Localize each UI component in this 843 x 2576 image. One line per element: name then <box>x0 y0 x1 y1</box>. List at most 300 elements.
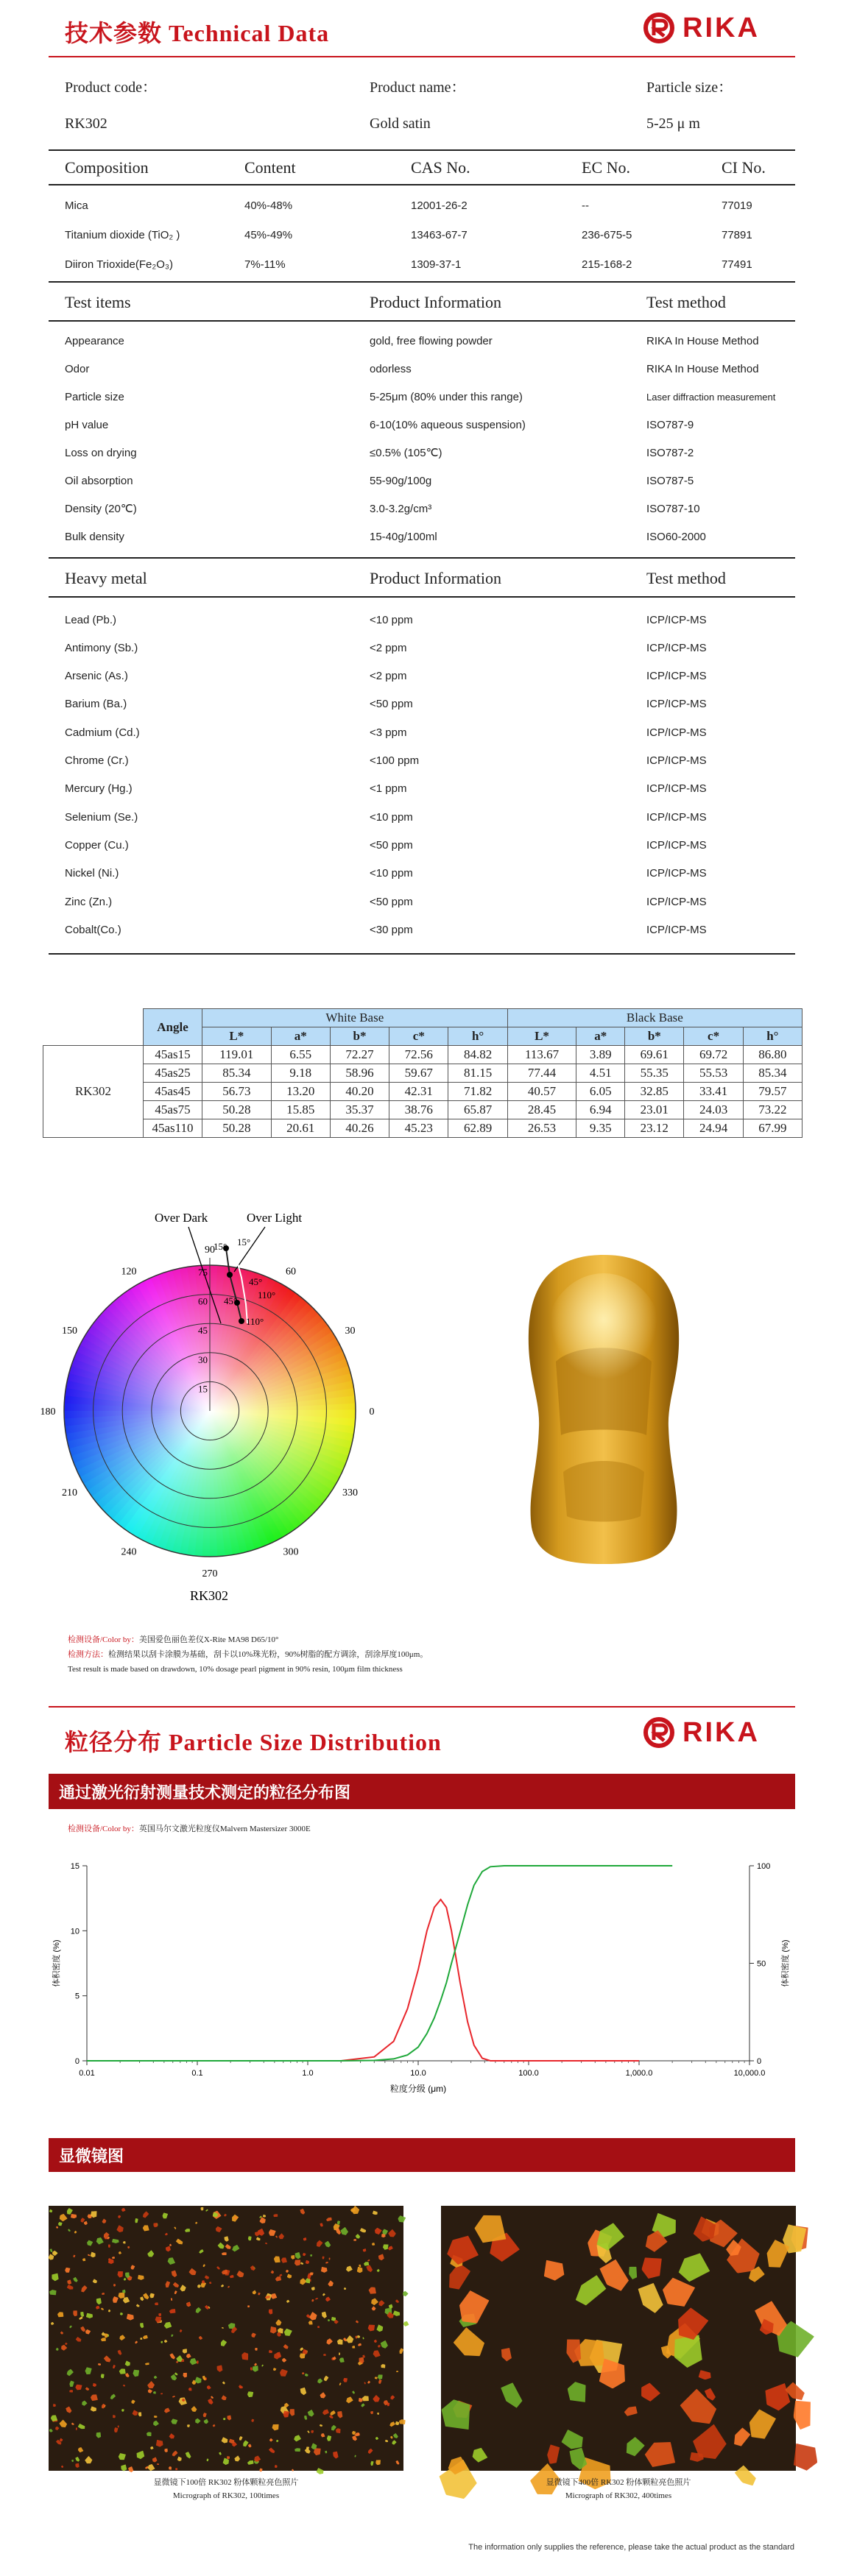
pigment-flake <box>289 2408 295 2416</box>
pigment-flake <box>188 2268 197 2276</box>
pigment-flake <box>217 2242 225 2250</box>
tests-header <box>65 291 794 314</box>
pigment-flake <box>567 2381 587 2404</box>
pigment-flake <box>98 2363 102 2366</box>
column-header: Test method <box>646 569 726 587</box>
pigment-flake <box>65 2406 73 2414</box>
brand-name: RIKA <box>682 1716 760 1748</box>
pigment-flake <box>219 2339 227 2347</box>
polar-angle-label: 60 <box>286 1266 296 1278</box>
pigment-flake <box>183 2372 188 2378</box>
pigment-flake <box>220 2395 227 2402</box>
lab-cell: 45as45 <box>144 1083 202 1101</box>
pigment-flake <box>355 2455 357 2457</box>
pigment-flake <box>171 2418 178 2425</box>
pigment-flake <box>278 2233 285 2240</box>
pigment-flake <box>385 2440 389 2443</box>
pigment-flake <box>500 2346 514 2362</box>
divider <box>49 149 795 151</box>
pigment-flake <box>270 2326 277 2334</box>
pigment-flake <box>49 2209 53 2213</box>
pigment-flake <box>118 2453 126 2460</box>
pigment-flake <box>256 2237 261 2241</box>
over-light-label: Over Light <box>247 1211 303 1225</box>
table-row <box>65 417 794 433</box>
lab-cell: 33.41 <box>684 1083 743 1101</box>
lab-column-header: h° <box>448 1027 507 1046</box>
table-cell: <30 ppm <box>370 923 413 936</box>
pigment-flake <box>307 2410 316 2418</box>
pigment-flake <box>127 2246 130 2249</box>
pigment-flake <box>85 2329 91 2335</box>
polar-angle-label: 300 <box>283 1546 299 1558</box>
pigment-flake <box>375 2460 381 2466</box>
lab-cell: 85.34 <box>743 1064 802 1083</box>
table-cell: Selenium (Se.) <box>65 810 138 824</box>
pigment-flake <box>85 2313 93 2318</box>
pigment-flake <box>55 2348 59 2352</box>
pigment-flake <box>124 2360 131 2367</box>
pigment-flake <box>377 2344 381 2348</box>
pigment-flake <box>75 2384 82 2390</box>
table-row <box>65 781 794 797</box>
pigment-flake <box>123 2384 126 2387</box>
pigment-flake <box>272 2368 276 2371</box>
pigment-flake <box>275 2464 278 2468</box>
pigment-flake <box>498 2380 526 2410</box>
pigment-flake <box>208 2282 211 2285</box>
pigment-flake <box>135 2218 138 2223</box>
product-name: Gold satin <box>370 115 431 132</box>
pigment-flake <box>202 2264 205 2268</box>
polar-angle-label: 120 <box>121 1266 137 1278</box>
pigment-flake <box>233 2455 241 2463</box>
lab-cell: 6.05 <box>576 1083 625 1101</box>
divider <box>49 596 795 598</box>
pigment-flake <box>58 2221 63 2226</box>
pigment-flake <box>80 2285 88 2294</box>
lab-cell: 6.55 <box>271 1046 330 1064</box>
lab-cell: 45as110 <box>144 1119 202 1138</box>
table-cell: ICP/ICP-MS <box>646 754 707 767</box>
pigment-flake <box>322 2408 330 2416</box>
pigment-flake <box>306 2278 311 2284</box>
lab-row <box>43 1101 803 1119</box>
lab-cell: 67.99 <box>743 1119 802 1138</box>
pigment-flake <box>117 2349 123 2356</box>
column-header: Test items <box>65 293 131 311</box>
table-row <box>65 866 794 882</box>
pigment-flake <box>383 2244 389 2250</box>
pigment-flake <box>247 2444 252 2448</box>
table-cell: 77019 <box>722 199 752 212</box>
pigment-flake <box>54 2427 60 2432</box>
table-cell: RIKA In House Method <box>646 334 759 347</box>
volume-density-series <box>87 1900 639 2061</box>
pigment-flake <box>272 2424 280 2431</box>
pigment-flake <box>114 2427 119 2433</box>
pigment-flake <box>248 2236 252 2241</box>
table-cell: ISO60-2000 <box>646 530 706 543</box>
table-cell: ≤0.5% (105℃) <box>370 447 442 459</box>
pigment-flake <box>320 2424 323 2427</box>
pigment-flake <box>89 2393 98 2402</box>
lab-cell: 9.35 <box>576 1119 625 1138</box>
pigment-flake <box>247 2391 254 2397</box>
marker-110-dark <box>239 1318 244 1324</box>
pigment-flake <box>283 2328 292 2337</box>
lab-cell: 40.20 <box>330 1083 389 1101</box>
table-row <box>65 445 794 461</box>
pigment-flake <box>370 2298 378 2307</box>
table-cell: Chrome (Cr.) <box>65 754 129 767</box>
pigment-flake <box>323 2375 329 2382</box>
pigment-flake <box>315 2298 319 2301</box>
pigment-flake <box>101 2307 105 2310</box>
pigment-flake <box>299 2353 305 2359</box>
pigment-flake <box>255 2348 258 2351</box>
table-row <box>65 837 794 853</box>
lab-cell: 69.61 <box>625 1046 684 1064</box>
pigment-flake <box>306 2260 310 2265</box>
pigment-flake <box>222 2327 224 2329</box>
caption-cn: 显微镜下400倍 RK302 粉体颗粒亮色照片 <box>546 2478 691 2487</box>
pigment-flake <box>291 2469 294 2471</box>
pigment-flake <box>216 2266 220 2271</box>
table-cell: 215-168-2 <box>582 258 632 271</box>
table-cell: 6-10(10% aqueous suspension) <box>370 418 526 431</box>
table-cell: Nickel (Ni.) <box>65 867 119 880</box>
pigment-flake <box>323 2354 326 2356</box>
pigment-flake <box>133 2370 140 2377</box>
pigment-flake <box>339 2382 342 2386</box>
table-cell: Laser diffraction measurement <box>646 391 776 403</box>
pigment-flake <box>402 2321 409 2327</box>
table-cell: 55-90g/100g <box>370 474 432 487</box>
caption-en: Micrograph of RK302, 400times <box>565 2491 672 2500</box>
pigment-flake <box>370 2410 373 2414</box>
pigment-flake <box>379 2340 389 2350</box>
pigment-flake <box>250 2367 252 2371</box>
pigment-flake <box>130 2265 135 2271</box>
micrograph-400x <box>441 2206 796 2471</box>
table-cell: ICP/ICP-MS <box>646 641 707 654</box>
pigment-flake <box>370 2460 374 2466</box>
psd-title: 粒径分布 Particle Size Distribution <box>65 1729 442 1755</box>
table-cell: <50 ppm <box>370 838 413 852</box>
pigment-flake <box>186 2353 191 2359</box>
pigment-flake <box>285 2269 289 2273</box>
lab-cell: 50.28 <box>202 1101 272 1119</box>
polar-radius-label: 75 <box>198 1267 208 1278</box>
pigment-flake <box>287 2274 293 2279</box>
y-axis-label: 体积密度 (%) <box>52 1939 61 1987</box>
pigment-flake <box>49 2248 53 2252</box>
lab-cell: 58.96 <box>330 1064 389 1083</box>
table-cell: ICP/ICP-MS <box>646 726 707 739</box>
pigment-flake <box>113 2284 116 2287</box>
pigment-flake <box>174 2290 177 2294</box>
pigment-flake <box>150 2446 155 2451</box>
lab-cell: 72.27 <box>330 1046 389 1064</box>
pigment-flake <box>223 2418 226 2421</box>
pigment-flake <box>273 2214 278 2218</box>
lab-cell: 24.03 <box>684 1101 743 1119</box>
lab-cell: 73.22 <box>743 1101 802 1119</box>
divider <box>49 557 795 559</box>
pigment-flake <box>147 2431 152 2436</box>
pigment-flake <box>286 2299 289 2303</box>
table-row <box>65 361 794 377</box>
rika-logo-icon <box>643 1716 675 1749</box>
lab-column-header: c* <box>389 1027 448 1046</box>
pigment-flake <box>544 2260 565 2280</box>
page-title: 技术参数 Technical Data <box>65 20 330 46</box>
note-label: 检测方法： <box>68 1650 108 1659</box>
pigment-flake <box>155 2316 161 2322</box>
table-row <box>65 753 794 769</box>
pigment-flake <box>147 2388 153 2393</box>
table-cell: 7%-11% <box>244 258 286 271</box>
pigment-flake <box>220 2284 224 2287</box>
pigment-flake <box>83 2221 88 2226</box>
pigment-flake <box>279 2368 288 2377</box>
pigment-flake <box>371 2243 375 2246</box>
note-text: 美国爱色丽色差仪X-Rite MA98 D65/10° <box>138 1635 279 1644</box>
pigment-flake <box>118 2251 121 2255</box>
table-cell: 40%-48% <box>244 199 293 212</box>
pigment-flake <box>364 2382 366 2385</box>
pigment-flake <box>375 2436 378 2440</box>
y-tick-label: 0 <box>74 2057 80 2066</box>
table-cell: ISO787-2 <box>646 446 694 459</box>
pigment-flake <box>124 2277 127 2281</box>
divider <box>49 320 795 322</box>
lab-cell: 23.01 <box>625 1101 684 1119</box>
pigment-flake <box>308 2312 318 2322</box>
car-rear-window <box>563 1461 644 1522</box>
pigment-flake <box>367 2259 370 2262</box>
table-cell: -- <box>582 199 589 212</box>
table-cell: Bulk density <box>65 530 124 543</box>
pigment-flake <box>108 2245 110 2248</box>
pigment-flake <box>269 2438 273 2442</box>
column-header: Product Information <box>370 569 502 587</box>
pigment-flake <box>395 2421 400 2426</box>
pigment-flake <box>339 2226 349 2237</box>
table-row <box>65 197 794 213</box>
pigment-flake <box>139 2296 144 2301</box>
lab-cell: 38.76 <box>389 1101 448 1119</box>
note-text: 检测结果以刮卡涂膜为基础，刮卡以10%珠光粉，90%树脂的配方调涂，刮涂厚度100μm。 <box>108 1650 428 1659</box>
table-cell: ICP/ICP-MS <box>646 867 707 880</box>
caption-cn: 显微镜下100倍 RK302 粉体颗粒亮色照片 <box>153 2478 299 2487</box>
micrograph-100x <box>49 2206 403 2471</box>
marker-label: 15° <box>237 1236 251 1248</box>
pigment-flake <box>623 2405 638 2418</box>
pigment-flake <box>92 2383 96 2387</box>
pigment-flake <box>75 2427 77 2430</box>
table-row <box>65 809 794 825</box>
pigment-flake <box>185 2452 192 2460</box>
pigment-flake <box>179 2329 183 2333</box>
pigment-flake <box>174 2226 177 2229</box>
table-row <box>65 333 794 349</box>
pigment-flake <box>698 2370 712 2380</box>
pigment-flake <box>172 2282 180 2289</box>
lab-cell: 32.85 <box>625 1083 684 1101</box>
pigment-flake <box>198 2335 203 2340</box>
corner-cell <box>43 1009 144 1046</box>
table-cell: <100 ppm <box>370 754 420 767</box>
pigment-flake <box>309 2254 312 2257</box>
pigment-flake <box>112 2296 119 2304</box>
table-cell: 12001-26-2 <box>411 199 468 212</box>
pigment-flake <box>372 2395 381 2404</box>
pigment-flake <box>152 2419 160 2427</box>
y2-tick-label: 100 <box>757 1862 771 1871</box>
pigment-flake <box>74 2456 80 2462</box>
polar-radius-label: 45 <box>198 1325 208 1337</box>
pigment-flake <box>163 2407 170 2413</box>
table-cell: <10 ppm <box>370 810 413 824</box>
color-notes <box>68 1632 730 1677</box>
pigment-flake <box>55 2226 58 2229</box>
pigment-flake <box>226 2415 232 2421</box>
column-header: Test method <box>646 293 726 311</box>
pigment-flake <box>332 2451 339 2460</box>
note-text: Test result is made based on drawdown, 10% dosage pearl pigment in 90% resin, 100μm film thickness <box>68 1665 403 1674</box>
marker-25-dark <box>227 1272 233 1278</box>
x-tick-label: 10.0 <box>410 2069 426 2078</box>
brand-logo <box>643 12 760 44</box>
pigment-flake <box>275 2236 278 2239</box>
pigment-flake <box>116 2225 124 2234</box>
table-cell: 13463-67-7 <box>411 228 468 241</box>
pigment-flake <box>185 2229 191 2234</box>
table-cell: ISO787-9 <box>646 418 694 431</box>
pigment-flake <box>230 2243 239 2252</box>
pigment-flake <box>294 2259 301 2266</box>
pigment-flake <box>239 2436 243 2441</box>
lab-cell: 23.12 <box>625 1119 684 1138</box>
lab-column-header: h° <box>743 1027 802 1046</box>
lab-row <box>43 1119 803 1138</box>
product-name-label: Product name： <box>370 79 466 96</box>
pigment-flake <box>308 2320 314 2325</box>
y-tick-label: 15 <box>70 1862 80 1871</box>
product-values <box>65 114 794 133</box>
pigment-flake <box>275 2276 282 2282</box>
pigment-flake <box>302 2371 306 2375</box>
pigment-flake <box>623 2435 646 2459</box>
lab-cell: 42.31 <box>389 1083 448 1101</box>
pigment-flake <box>135 2450 147 2460</box>
pigment-flake <box>121 2207 126 2212</box>
pigment-flake <box>270 2293 278 2301</box>
table-row <box>65 473 794 489</box>
marker-label: 110° <box>246 1316 264 1327</box>
pigment-flake <box>389 2421 395 2427</box>
pigment-flake <box>57 2312 64 2318</box>
pigment-flake <box>162 2213 168 2220</box>
table-cell: <2 ppm <box>370 641 407 654</box>
lab-cell: 15.85 <box>271 1101 330 1119</box>
lab-cell: 65.87 <box>448 1101 507 1119</box>
pigment-flake <box>187 2424 190 2427</box>
table-cell: Diiron Trioxide(Fe₂O₃) <box>65 258 173 271</box>
pigment-flake <box>391 2440 397 2446</box>
pigment-flake <box>163 2448 168 2452</box>
pigment-flake <box>325 2216 332 2221</box>
micrograph-caption-2 <box>441 2476 796 2502</box>
pigment-flake <box>130 2399 135 2405</box>
pigment-flake <box>389 2394 395 2400</box>
pigment-flake <box>188 2357 197 2366</box>
pigment-flake <box>138 2274 144 2279</box>
pigment-flake <box>74 2230 77 2234</box>
pigment-flake <box>323 2240 331 2248</box>
table-cell: Lead (Pb.) <box>65 613 117 626</box>
pigment-flake <box>71 2214 77 2218</box>
pigment-flake <box>85 2367 92 2375</box>
pigment-flake <box>112 2257 115 2260</box>
pigment-flake <box>258 2468 262 2472</box>
pigment-flake <box>321 2267 328 2273</box>
table-row <box>65 528 794 545</box>
pigment-flake <box>119 2312 123 2315</box>
table-cell: <50 ppm <box>370 698 413 711</box>
lab-cell: 45as15 <box>144 1046 202 1064</box>
polar-angle-label: 210 <box>61 1487 77 1498</box>
pigment-flake <box>169 2308 177 2314</box>
pigment-flake <box>387 2229 398 2239</box>
pigment-flake <box>377 2254 385 2262</box>
pigment-flake <box>151 2457 158 2463</box>
pigment-flake <box>53 2404 56 2407</box>
table-cell: ISO787-5 <box>646 474 694 487</box>
pigment-flake <box>222 2381 225 2385</box>
note-label: 检测设备/Color by： <box>68 1635 139 1644</box>
pigment-flake <box>336 2410 344 2418</box>
pigment-flake <box>397 2215 406 2223</box>
pigment-flake <box>283 2344 289 2350</box>
pigment-flake <box>113 2415 116 2418</box>
pigment-flake <box>399 2419 406 2424</box>
pigment-flake <box>224 2213 227 2217</box>
car-highlight <box>545 1273 663 1406</box>
pigment-flake <box>250 2265 256 2271</box>
pigment-flake <box>325 2450 328 2453</box>
pigment-flake <box>395 2371 398 2373</box>
composition-header <box>65 156 794 180</box>
pigment-flake <box>58 2419 68 2429</box>
pigment-flake <box>270 2270 275 2274</box>
pigment-flake <box>294 2251 302 2260</box>
pigment-flake <box>368 2286 377 2296</box>
pigment-flake <box>252 2290 257 2295</box>
divider <box>49 281 795 283</box>
lab-cell: 40.57 <box>507 1083 576 1101</box>
pigment-flake <box>96 2305 101 2310</box>
pigment-flake <box>247 2305 250 2307</box>
pigment-flake <box>158 2313 162 2317</box>
polar-angle-label: 180 <box>40 1406 56 1418</box>
pigment-flake <box>320 2432 325 2438</box>
column-header: Composition <box>65 158 149 177</box>
y-tick-label: 10 <box>70 1927 80 1936</box>
pigment-flake <box>156 2440 163 2447</box>
